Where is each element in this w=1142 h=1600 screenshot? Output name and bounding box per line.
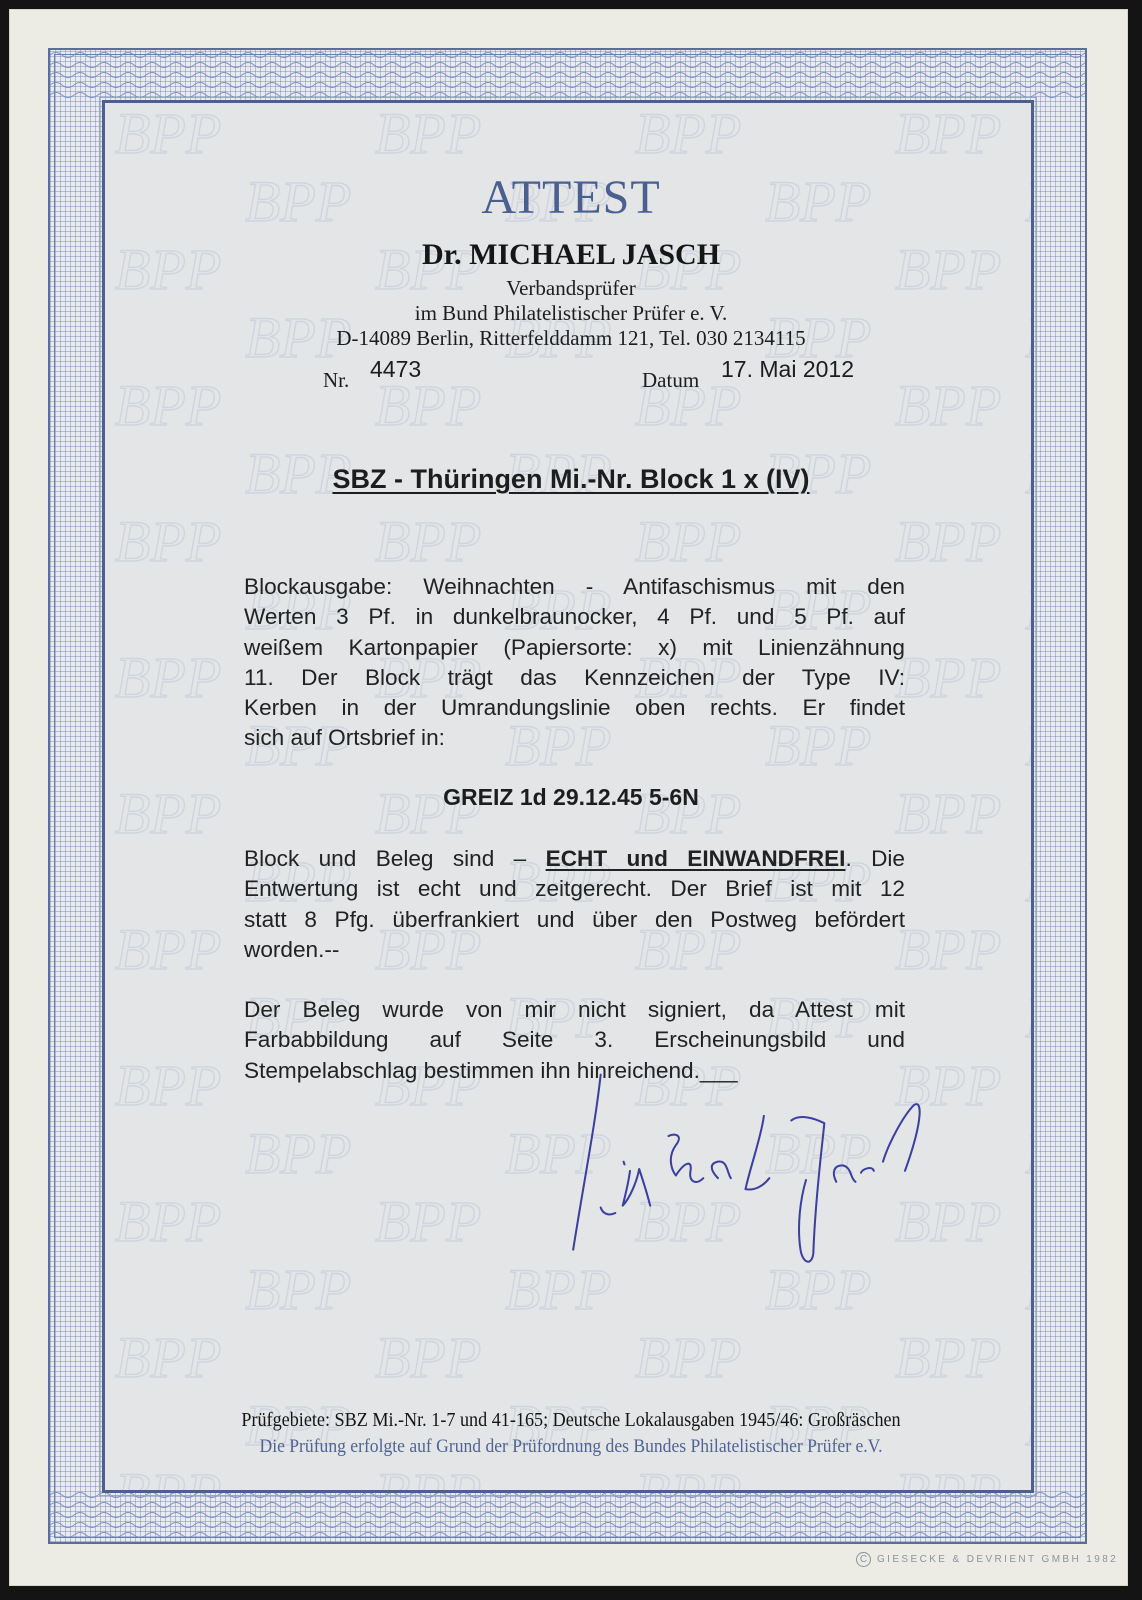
issuer-name: Dr. MICHAEL JASCH xyxy=(421,238,721,271)
examination-rules-note: Die Prüfung erfolgte auf Grund der Prüfordnung des Bundes Philatelistischer Prüfer e.V. xyxy=(259,1437,883,1457)
handwritten-signature xyxy=(540,1070,940,1290)
verdict-paragraph xyxy=(244,844,905,965)
postmark-line: GREIZ 1d 29.12.45 5-6N xyxy=(443,784,699,810)
paragraph-line: Stempelabschlag bestimmen ihn hinreichend.___ xyxy=(244,1057,738,1083)
verdict-suffix: . Die xyxy=(845,846,905,871)
copyright-icon: C xyxy=(856,1552,871,1567)
paragraph-line xyxy=(244,844,905,874)
certificate-number: 4473 xyxy=(370,356,422,382)
paragraph-line: 11. Der Block trägt das Kennzeichen der Type IV: xyxy=(244,664,905,690)
paragraph-line: Der Beleg wurde von mir nicht signiert, da Attest mit xyxy=(244,997,905,1022)
paragraph-line: weißem Kartonpapier (Papiersorte: x) mit Linienzähnung xyxy=(244,634,905,660)
signature-stroke xyxy=(883,1104,920,1171)
verdict-prefix: Block und Beleg sind – xyxy=(244,846,546,871)
issuer-organization: im Bund Philatelistischer Prüfer e. V. xyxy=(414,301,728,325)
description-paragraph xyxy=(244,572,905,754)
paragraph-line: Farbabbildung auf Seite 3. Erscheinungsbild und xyxy=(244,1027,905,1053)
examination-fields: Prüfgebiete: SBZ Mi.-Nr. 1-7 und 41-165; Deutsche Lokalausgaben 1945/46: Großräschen xyxy=(241,1410,901,1431)
signature-stroke xyxy=(746,1116,770,1190)
number-label: Nr. xyxy=(323,368,350,392)
signature-stroke xyxy=(834,1165,856,1182)
issuer-role: Verbandsprüfer xyxy=(506,276,636,300)
certificate-date: 17. Mai 2012 xyxy=(721,356,854,382)
signature-stroke xyxy=(861,1168,874,1173)
signature-stroke xyxy=(624,1162,625,1165)
signature-stroke xyxy=(573,1075,601,1250)
paragraph-line: Entwertung ist echt und zeitgerecht. Der Brief ist mit 12 xyxy=(244,876,905,902)
printer-credit xyxy=(856,1552,1118,1567)
signature-stroke xyxy=(601,1208,616,1215)
stamp-heading: SBZ - Thüringen Mi.-Nr. Block 1 x (IV) xyxy=(332,464,810,494)
issuer-address: D-14089 Berlin, Ritterfelddamm 121, Tel. 030 2134115 xyxy=(336,326,806,350)
paragraph-line: worden.-- xyxy=(244,936,340,962)
date-label: Datum xyxy=(642,368,700,392)
signature-stroke xyxy=(791,1117,824,1262)
signature-stroke xyxy=(623,1169,651,1206)
paragraph-line: Blockausgabe: Weihnachten - Antifaschismus mit den xyxy=(244,574,905,599)
paragraph-line: Kerben in der Umrandungslinie oben rechts. Er findet xyxy=(244,695,905,721)
signature-stroke xyxy=(676,1164,704,1182)
paragraph-line: statt 8 Pfg. überfrankiert und über den Postweg befördert xyxy=(244,906,905,932)
verdict-emphasis: ECHT und EINWANDFREI xyxy=(545,846,846,871)
paragraph-line: Werten 3 Pf. in dunkelbraunocker, 4 Pf. und 5 Pf. auf xyxy=(244,604,905,630)
printer-credit-text: GIESECKE & DEVRIENT GMBH 1982 xyxy=(877,1554,1119,1565)
signature-stroke xyxy=(712,1161,731,1178)
paragraph-line: sich auf Ortsbrief in: xyxy=(244,725,445,751)
signature-stroke xyxy=(669,1135,679,1176)
document-title: ATTEST xyxy=(481,171,661,224)
